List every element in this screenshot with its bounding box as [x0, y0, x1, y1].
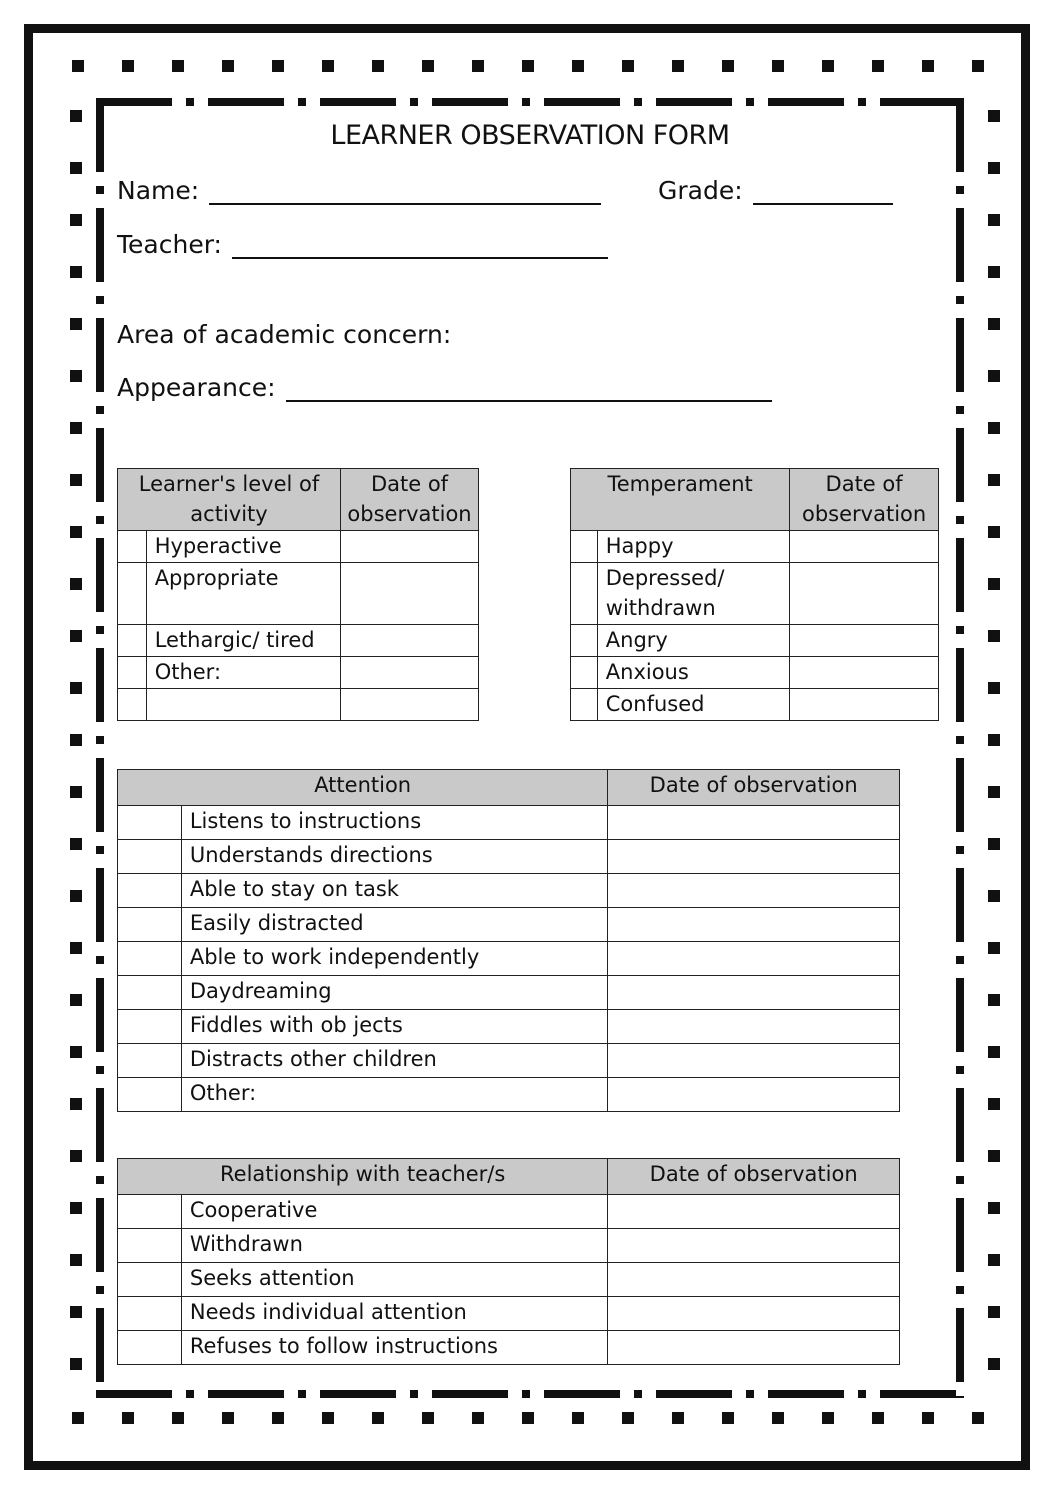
- border-dot: [988, 422, 1000, 434]
- date-cell[interactable]: [790, 625, 939, 657]
- border-dot: [70, 214, 82, 226]
- border-dot: [956, 626, 964, 634]
- name-label: Name:: [117, 176, 200, 205]
- border-dot: [70, 578, 82, 590]
- border-dash: [96, 98, 104, 172]
- border-dot: [622, 1412, 634, 1424]
- border-dot: [96, 186, 104, 194]
- name-field: [117, 176, 601, 205]
- border-dot: [522, 1412, 534, 1424]
- border-dot: [988, 994, 1000, 1006]
- date-cell[interactable]: [608, 874, 900, 908]
- table-row: [118, 806, 900, 840]
- border-dot: [70, 838, 82, 850]
- border-dash: [96, 1198, 104, 1272]
- date-cell[interactable]: [341, 625, 479, 657]
- checkbox-cell[interactable]: [118, 1078, 182, 1112]
- border-dot: [822, 60, 834, 72]
- checkbox-cell[interactable]: [571, 625, 598, 657]
- border-dot: [322, 1412, 334, 1424]
- border-dash: [96, 1390, 172, 1398]
- border-dot: [956, 956, 964, 964]
- activity-item[interactable]: [146, 689, 340, 721]
- date-cell[interactable]: [608, 1229, 900, 1263]
- date-cell[interactable]: [341, 563, 479, 625]
- border-dot: [96, 1286, 104, 1294]
- table-row: [118, 976, 900, 1010]
- border-dot: [988, 682, 1000, 694]
- border-dot: [988, 1254, 1000, 1266]
- border-dot: [70, 422, 82, 434]
- temperament-table: [570, 468, 939, 721]
- border-dot: [956, 1286, 964, 1294]
- border-dash: [96, 978, 104, 1052]
- table-row: [118, 1297, 900, 1331]
- border-dash: [320, 98, 396, 106]
- activity-item: Other:: [146, 657, 340, 689]
- concern-label: Area of academic concern:: [117, 320, 452, 349]
- table-row: [118, 1195, 900, 1229]
- border-dot: [858, 1390, 866, 1398]
- form-title: LEARNER OBSERVATION FORM: [330, 120, 730, 151]
- border-dot: [96, 516, 104, 524]
- relationship-header: Relationship with teacher/s: [118, 1159, 608, 1195]
- border-dot: [472, 1412, 484, 1424]
- table-row: [118, 1331, 900, 1365]
- border-dot: [634, 1390, 642, 1398]
- table-row: [571, 563, 939, 625]
- table-row: [118, 908, 900, 942]
- border-dash: [956, 868, 964, 942]
- border-dash: [956, 1088, 964, 1162]
- grade-input-line[interactable]: [753, 177, 893, 205]
- border-dash: [432, 98, 508, 106]
- date-cell[interactable]: [790, 563, 939, 625]
- border-dot: [122, 60, 134, 72]
- border-dot: [988, 1306, 1000, 1318]
- table-row: [118, 531, 479, 563]
- border-dot: [70, 110, 82, 122]
- border-dot: [96, 1176, 104, 1184]
- table-row: [118, 1078, 900, 1112]
- table-row: [118, 840, 900, 874]
- border-dot: [988, 214, 1000, 226]
- border-dot: [122, 1412, 134, 1424]
- checkbox-cell[interactable]: [118, 1297, 182, 1331]
- checkbox-cell[interactable]: [118, 1263, 182, 1297]
- border-dot: [298, 1390, 306, 1398]
- checkbox-cell[interactable]: [571, 657, 598, 689]
- border-dot: [96, 296, 104, 304]
- border-dot: [70, 942, 82, 954]
- border-dash: [96, 648, 104, 722]
- border-dash: [96, 208, 104, 282]
- border-dash: [956, 318, 964, 392]
- border-dot: [988, 318, 1000, 330]
- border-dash: [96, 758, 104, 832]
- date-cell[interactable]: [608, 1078, 900, 1112]
- attention-item: Easily distracted: [181, 908, 607, 942]
- border-dot: [186, 98, 194, 106]
- temperament-item: Depressed/ withdrawn: [597, 563, 789, 625]
- border-dot: [70, 1254, 82, 1266]
- date-cell[interactable]: [608, 1297, 900, 1331]
- grade-label: Grade:: [658, 176, 743, 205]
- relationship-item: Refuses to follow instructions: [181, 1331, 607, 1365]
- border-dot: [70, 266, 82, 278]
- date-cell[interactable]: [341, 657, 479, 689]
- checkbox-cell[interactable]: [118, 1044, 182, 1078]
- border-dot: [746, 1390, 754, 1398]
- border-dot: [272, 60, 284, 72]
- attention-item: Other:: [181, 1078, 607, 1112]
- border-dot: [988, 1358, 1000, 1370]
- border-dot: [956, 406, 964, 414]
- relationship-date-header: Date of observation: [608, 1159, 900, 1195]
- date-cell[interactable]: [790, 689, 939, 721]
- checkbox-cell[interactable]: [118, 840, 182, 874]
- border-dot: [70, 162, 82, 174]
- border-dot: [956, 296, 964, 304]
- border-dot: [572, 1412, 584, 1424]
- border-dash: [956, 208, 964, 282]
- border-dot: [96, 626, 104, 634]
- border-dot: [70, 1046, 82, 1058]
- teacher-field: [117, 230, 608, 259]
- border-dot: [70, 734, 82, 746]
- table-row: [118, 1044, 900, 1078]
- date-cell[interactable]: [608, 1010, 900, 1044]
- border-dash: [96, 868, 104, 942]
- table-row: [118, 1010, 900, 1044]
- border-dash: [956, 538, 964, 612]
- attention-header: Attention: [118, 770, 608, 806]
- border-dot: [70, 682, 82, 694]
- border-dash: [656, 1390, 732, 1398]
- border-dot: [988, 474, 1000, 486]
- border-dot: [988, 734, 1000, 746]
- date-cell[interactable]: [608, 1044, 900, 1078]
- relationship-item: Withdrawn: [181, 1229, 607, 1263]
- checkbox-cell[interactable]: [118, 1331, 182, 1365]
- border-dot: [988, 578, 1000, 590]
- border-dash: [96, 1396, 104, 1398]
- border-dash: [96, 428, 104, 502]
- border-dot: [70, 630, 82, 642]
- border-dot: [956, 736, 964, 744]
- border-dash: [956, 758, 964, 832]
- checkbox-cell[interactable]: [571, 531, 598, 563]
- border-dot: [96, 406, 104, 414]
- table-row: [118, 874, 900, 908]
- border-dot: [522, 98, 530, 106]
- border-dot: [96, 1066, 104, 1074]
- attention-item: Listens to instructions: [181, 806, 607, 840]
- relationship-item: Seeks attention: [181, 1263, 607, 1297]
- border-dot: [988, 370, 1000, 382]
- name-input-line[interactable]: [209, 177, 601, 205]
- border-dash: [956, 428, 964, 502]
- table-row: [118, 657, 479, 689]
- border-dash: [208, 98, 284, 106]
- table-row: [118, 625, 479, 657]
- appearance-label: Appearance:: [117, 373, 276, 402]
- border-dot: [70, 1358, 82, 1370]
- checkbox-cell[interactable]: [118, 625, 147, 657]
- temperament-item: Confused: [597, 689, 789, 721]
- border-dot: [172, 1412, 184, 1424]
- border-dot: [988, 1202, 1000, 1214]
- border-dash: [432, 1390, 508, 1398]
- attention-item: Able to work independently: [181, 942, 607, 976]
- border-dash: [96, 1088, 104, 1162]
- border-dash: [956, 1308, 964, 1382]
- border-dot: [70, 786, 82, 798]
- border-dot: [70, 1098, 82, 1110]
- attention-item: Daydreaming: [181, 976, 607, 1010]
- attention-item: Able to stay on task: [181, 874, 607, 908]
- border-dot: [410, 1390, 418, 1398]
- border-dot: [322, 60, 334, 72]
- border-dot: [70, 1306, 82, 1318]
- border-dash: [768, 1390, 844, 1398]
- border-dot: [922, 1412, 934, 1424]
- activity-date-header: Date of observation: [341, 469, 479, 531]
- table-row: [118, 942, 900, 976]
- table-row: [571, 657, 939, 689]
- border-dot: [72, 1412, 84, 1424]
- activity-header: Learner's level of activity: [118, 469, 341, 531]
- border-dot: [372, 60, 384, 72]
- checkbox-cell[interactable]: [571, 563, 598, 625]
- temperament-item: Angry: [597, 625, 789, 657]
- border-dash: [544, 98, 620, 106]
- checkbox-cell[interactable]: [118, 531, 147, 563]
- activity-table: [117, 468, 479, 721]
- attention-item: Fiddles with ob jects: [181, 1010, 607, 1044]
- border-dot: [70, 318, 82, 330]
- border-dot: [272, 1412, 284, 1424]
- border-dot: [772, 60, 784, 72]
- date-cell[interactable]: [608, 840, 900, 874]
- checkbox-cell[interactable]: [118, 657, 147, 689]
- grade-field: [658, 176, 893, 205]
- table-row: [118, 1263, 900, 1297]
- checkbox-cell[interactable]: [118, 1195, 182, 1229]
- border-dot: [988, 630, 1000, 642]
- border-dot: [298, 98, 306, 106]
- relationship-item: Needs individual attention: [181, 1297, 607, 1331]
- table-row: [571, 689, 939, 721]
- border-dot: [956, 516, 964, 524]
- border-dash: [208, 1390, 284, 1398]
- border-dot: [410, 98, 418, 106]
- border-dot: [972, 60, 984, 72]
- border-dot: [858, 98, 866, 106]
- border-dot: [772, 1412, 784, 1424]
- date-cell[interactable]: [341, 531, 479, 563]
- table-row: [571, 625, 939, 657]
- date-cell[interactable]: [608, 942, 900, 976]
- border-dot: [622, 60, 634, 72]
- border-dot: [472, 60, 484, 72]
- date-cell[interactable]: [790, 657, 939, 689]
- border-dash: [544, 1390, 620, 1398]
- border-dash: [880, 98, 956, 106]
- border-dot: [70, 526, 82, 538]
- attention-item: Distracts other children: [181, 1044, 607, 1078]
- border-dash: [96, 98, 172, 106]
- border-dot: [72, 60, 84, 72]
- border-dot: [96, 846, 104, 854]
- appearance-input-line[interactable]: [286, 374, 772, 402]
- border-dot: [872, 1412, 884, 1424]
- border-dash: [956, 98, 964, 172]
- date-cell[interactable]: [790, 531, 939, 563]
- date-cell[interactable]: [608, 1195, 900, 1229]
- border-dot: [988, 1098, 1000, 1110]
- border-dot: [722, 1412, 734, 1424]
- border-dot: [372, 1412, 384, 1424]
- border-dot: [956, 186, 964, 194]
- table-row: [571, 531, 939, 563]
- border-dot: [672, 1412, 684, 1424]
- border-dot: [972, 1412, 984, 1424]
- border-dash: [956, 648, 964, 722]
- border-dot: [988, 162, 1000, 174]
- border-dot: [872, 60, 884, 72]
- attention-item: Understands directions: [181, 840, 607, 874]
- border-dash: [956, 1198, 964, 1272]
- border-dash: [96, 538, 104, 612]
- border-dot: [988, 526, 1000, 538]
- border-dot: [96, 736, 104, 744]
- date-cell[interactable]: [608, 976, 900, 1010]
- checkbox-cell[interactable]: [118, 806, 182, 840]
- date-cell[interactable]: [608, 806, 900, 840]
- temperament-item: Anxious: [597, 657, 789, 689]
- temperament-header: Temperament: [571, 469, 790, 531]
- border-dot: [988, 838, 1000, 850]
- border-dot: [988, 890, 1000, 902]
- checkbox-cell[interactable]: [118, 942, 182, 976]
- border-dot: [422, 60, 434, 72]
- border-dot: [222, 1412, 234, 1424]
- border-dot: [522, 60, 534, 72]
- date-cell[interactable]: [608, 908, 900, 942]
- border-dot: [186, 1390, 194, 1398]
- date-cell[interactable]: [341, 689, 479, 721]
- border-dash: [96, 318, 104, 392]
- checkbox-cell[interactable]: [118, 908, 182, 942]
- border-dot: [988, 1150, 1000, 1162]
- table-row: [118, 1229, 900, 1263]
- checkbox-cell[interactable]: [118, 1010, 182, 1044]
- border-dot: [746, 98, 754, 106]
- border-dash: [768, 98, 844, 106]
- relationship-table: [117, 1158, 900, 1365]
- border-dot: [522, 1390, 530, 1398]
- activity-item: Hyperactive: [146, 531, 340, 563]
- border-dot: [672, 60, 684, 72]
- border-dot: [70, 994, 82, 1006]
- border-dot: [988, 1046, 1000, 1058]
- border-dot: [722, 60, 734, 72]
- table-row: [118, 563, 479, 625]
- checkbox-cell[interactable]: [118, 874, 182, 908]
- border-dash: [956, 1396, 964, 1398]
- activity-item: Appropriate: [146, 563, 340, 625]
- border-dot: [988, 110, 1000, 122]
- date-cell[interactable]: [608, 1263, 900, 1297]
- temperament-date-header: Date of observation: [790, 469, 939, 531]
- border-dot: [70, 1202, 82, 1214]
- border-dot: [70, 474, 82, 486]
- attention-table: [117, 769, 900, 1112]
- border-dash: [880, 1390, 956, 1398]
- date-cell[interactable]: [608, 1331, 900, 1365]
- border-dot: [988, 786, 1000, 798]
- border-dot: [70, 370, 82, 382]
- border-dash: [956, 978, 964, 1052]
- teacher-label: Teacher:: [117, 230, 222, 259]
- border-dash: [320, 1390, 396, 1398]
- checkbox-cell[interactable]: [571, 689, 598, 721]
- attention-date-header: Date of observation: [608, 770, 900, 806]
- border-dot: [922, 60, 934, 72]
- border-dot: [70, 1150, 82, 1162]
- teacher-input-line[interactable]: [232, 231, 608, 259]
- table-row: [118, 689, 479, 721]
- border-dot: [956, 846, 964, 854]
- border-dot: [988, 942, 1000, 954]
- activity-item: Lethargic/ tired: [146, 625, 340, 657]
- border-dot: [956, 1176, 964, 1184]
- border-dot: [172, 60, 184, 72]
- border-dot: [572, 60, 584, 72]
- border-dot: [956, 1066, 964, 1074]
- border-dot: [70, 890, 82, 902]
- concern-field: [117, 320, 451, 349]
- border-dash: [96, 1308, 104, 1382]
- checkbox-cell[interactable]: [118, 563, 147, 625]
- border-dot: [422, 1412, 434, 1424]
- checkbox-cell[interactable]: [118, 976, 182, 1010]
- relationship-item: Cooperative: [181, 1195, 607, 1229]
- checkbox-cell[interactable]: [118, 1229, 182, 1263]
- border-dot: [988, 266, 1000, 278]
- border-dot: [96, 956, 104, 964]
- border-dot: [634, 98, 642, 106]
- appearance-field: [117, 373, 772, 402]
- temperament-item: Happy: [597, 531, 789, 563]
- checkbox-cell[interactable]: [118, 689, 147, 721]
- border-dot: [222, 60, 234, 72]
- border-dash: [656, 98, 732, 106]
- border-dot: [822, 1412, 834, 1424]
